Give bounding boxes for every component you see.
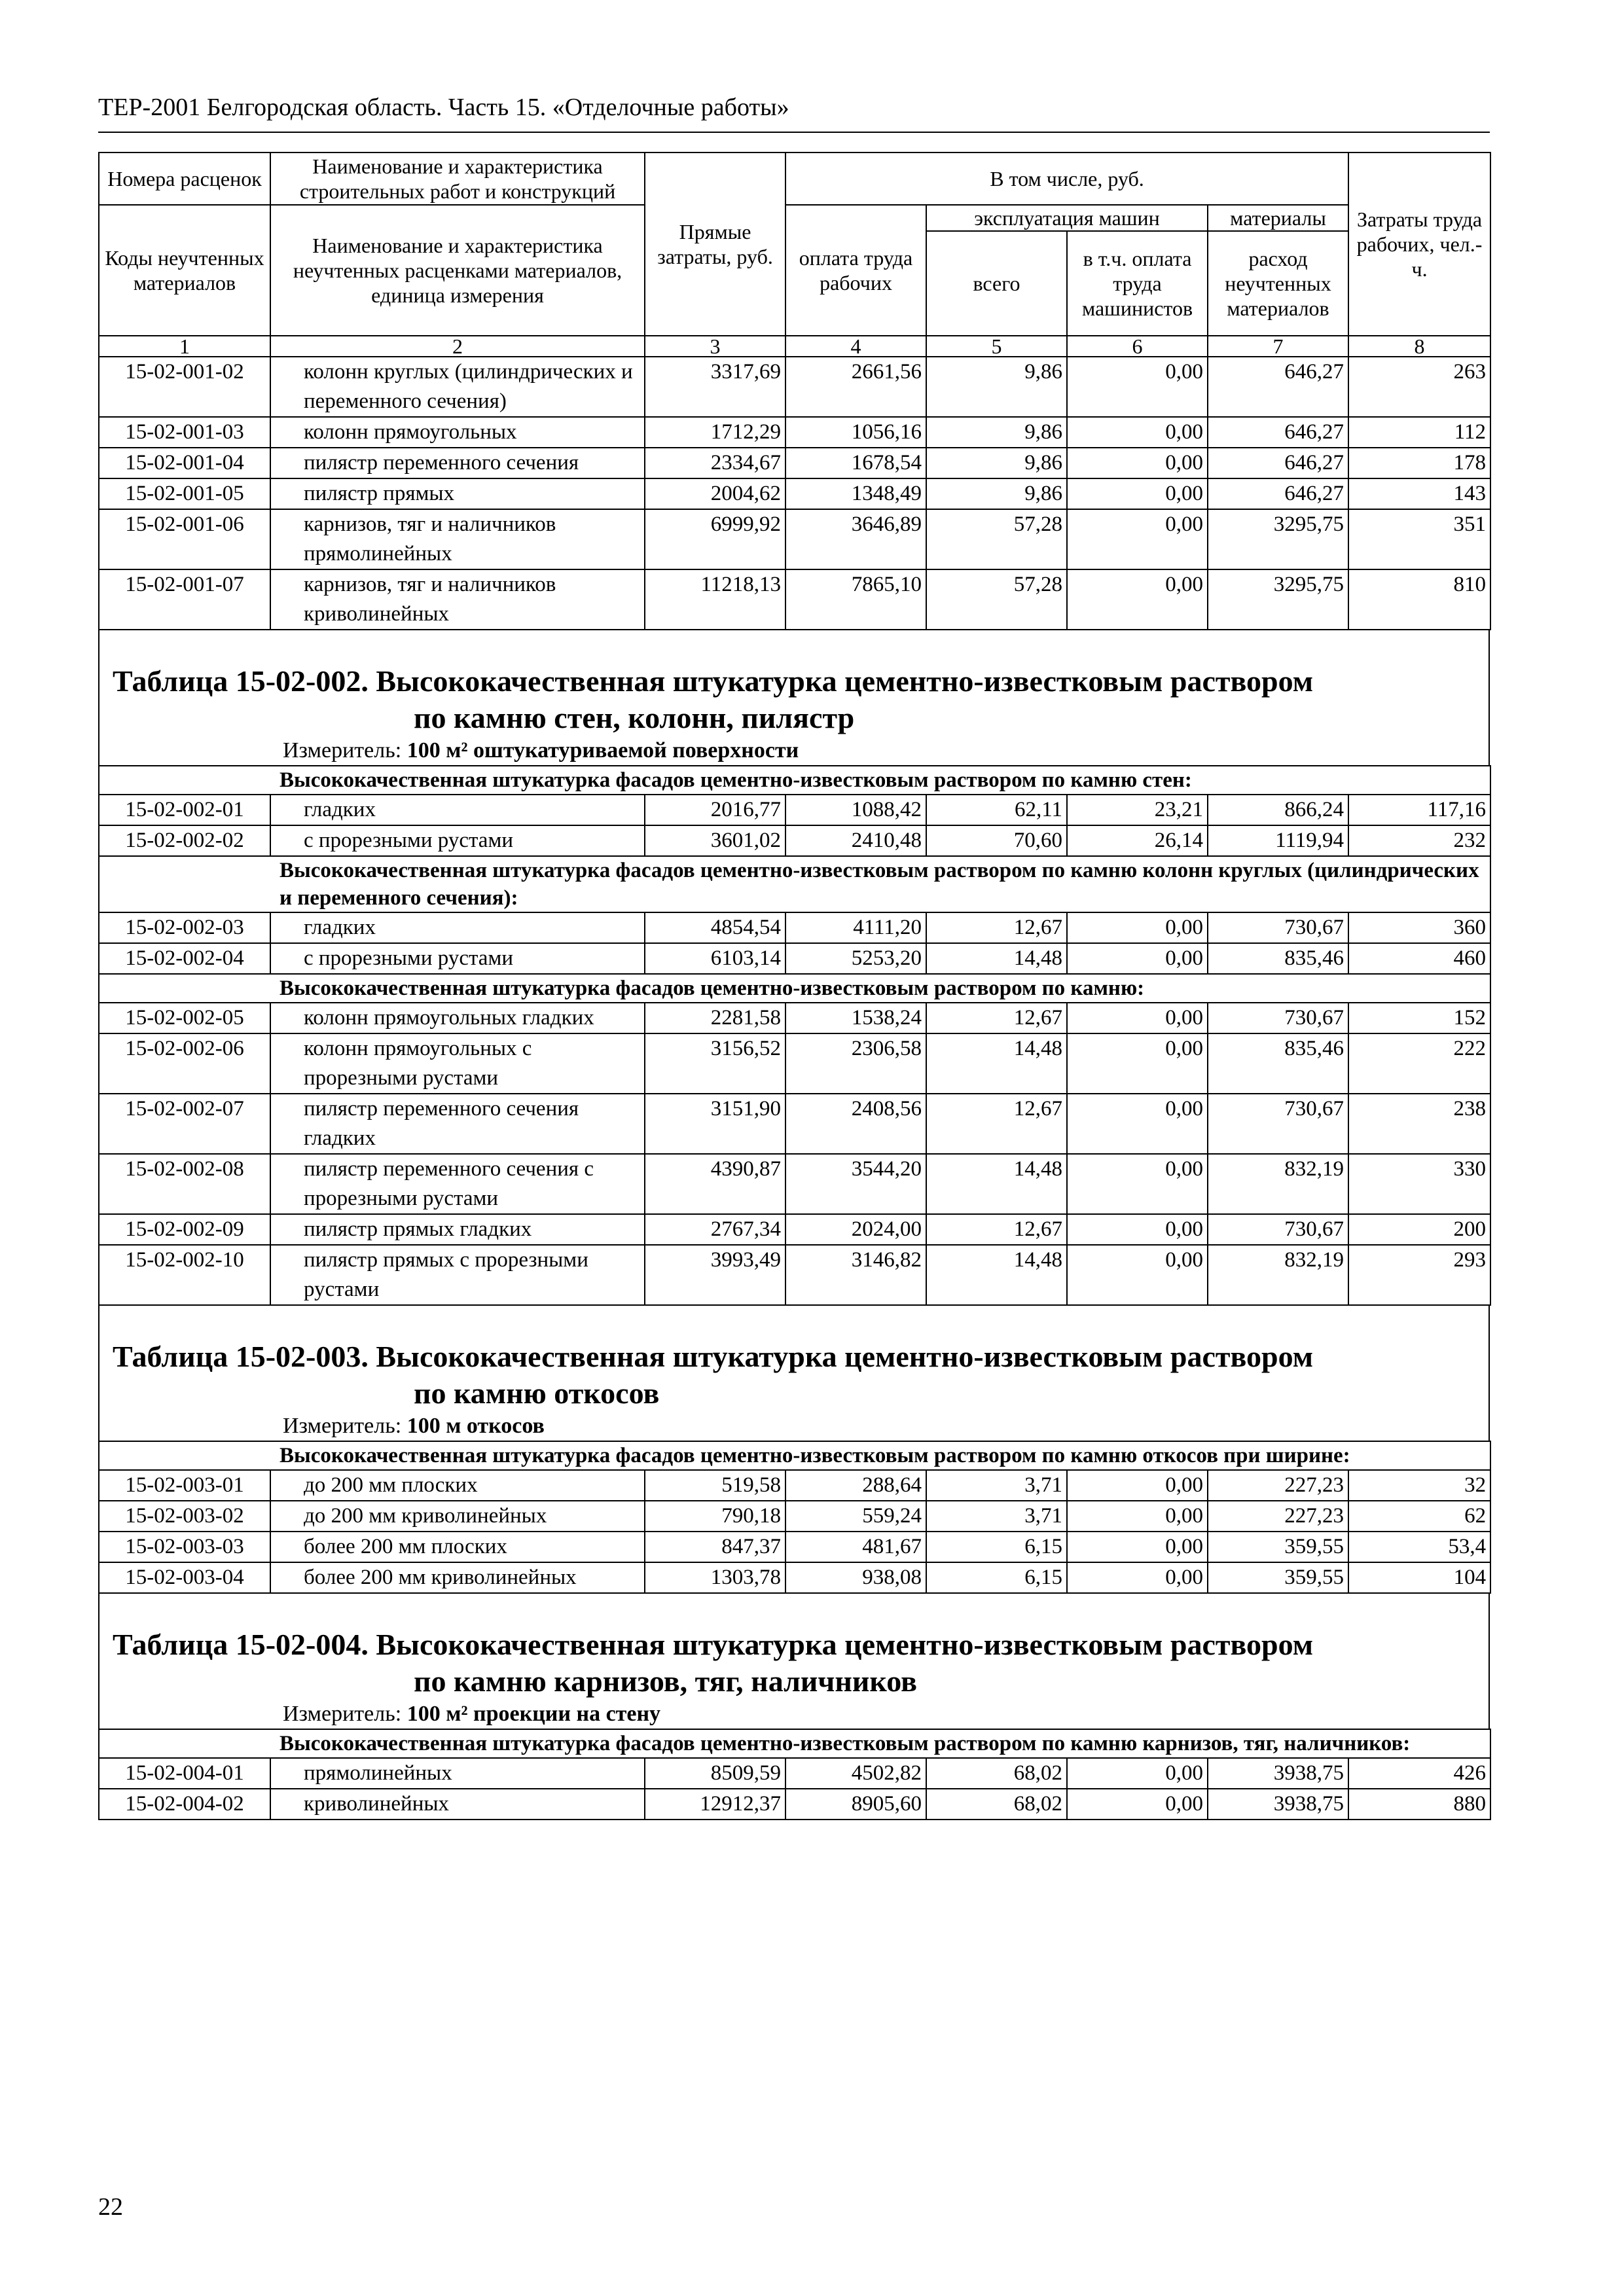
machinist-pay-cell: 0,00: [1067, 478, 1208, 509]
worker-pay-cell: 1088,42: [785, 795, 926, 825]
column-numbers-row: [99, 336, 1490, 357]
worker-pay-cell: 2661,56: [785, 357, 926, 417]
worker-pay-cell: 7865,10: [785, 569, 926, 630]
table-15-02-003: [98, 1441, 1491, 1594]
work-name-cell: пилястр переменного сечения: [270, 448, 645, 478]
table-row: [99, 825, 1490, 856]
machines-total-cell: 6,15: [926, 1562, 1067, 1593]
machines-total-cell: 70,60: [926, 825, 1067, 856]
worker-pay-cell: 8905,60: [785, 1789, 926, 1820]
machinist-pay-cell: 23,21: [1067, 795, 1208, 825]
direct-costs-cell: 1303,78: [645, 1562, 785, 1593]
labor-cell: 810: [1348, 569, 1490, 630]
materials-cell: 730,67: [1208, 1214, 1348, 1245]
head-machinist-pay: в т.ч. оплата труда машинистов: [1067, 231, 1208, 336]
column-number: 7: [1208, 336, 1348, 357]
machinist-pay-cell: 0,00: [1067, 943, 1208, 974]
worker-pay-cell: 2410,48: [785, 825, 926, 856]
rate-code-cell: 15-02-003-01: [99, 1470, 270, 1501]
rate-code-cell: 15-02-003-04: [99, 1562, 270, 1593]
machinist-pay-cell: 0,00: [1067, 569, 1208, 630]
table-title-line2: по камню откосов: [414, 1376, 660, 1410]
direct-costs-cell: 2004,62: [645, 478, 785, 509]
table-row: [99, 1154, 1490, 1214]
machinist-pay-cell: 26,14: [1067, 825, 1208, 856]
labor-cell: 360: [1348, 912, 1490, 943]
table-row: [99, 448, 1490, 478]
machines-total-cell: 12,67: [926, 1214, 1067, 1245]
labor-cell: 293: [1348, 1245, 1490, 1305]
table-row: [99, 1033, 1490, 1094]
rate-code-cell: 15-02-001-02: [99, 357, 270, 417]
machinist-pay-cell: 0,00: [1067, 1094, 1208, 1154]
materials-cell: 646,27: [1208, 448, 1348, 478]
work-name-cell: карнизов, тяг и наличников прямолинейных: [270, 509, 645, 569]
worker-pay-cell: 481,67: [785, 1532, 926, 1562]
materials-cell: 866,24: [1208, 795, 1348, 825]
worker-pay-cell: 288,64: [785, 1470, 926, 1501]
machinist-pay-cell: 0,00: [1067, 1033, 1208, 1094]
materials-cell: 3295,75: [1208, 509, 1348, 569]
materials-cell: 835,46: [1208, 1033, 1348, 1094]
machines-total-cell: 68,02: [926, 1789, 1067, 1820]
column-number: 6: [1067, 336, 1208, 357]
labor-cell: 460: [1348, 943, 1490, 974]
gap-block: [98, 1594, 1490, 1626]
rate-code-cell: 15-02-002-05: [99, 1003, 270, 1033]
work-name-cell: до 200 мм криволинейных: [270, 1501, 645, 1532]
measure-label: Измеритель:: [283, 1414, 402, 1438]
direct-costs-cell: 4854,54: [645, 912, 785, 943]
table-title-line1: Таблица 15-02-003. Высококачественная штукатурка цементно-известковым раствором: [113, 1340, 1314, 1373]
header-rule: [98, 132, 1490, 133]
direct-costs-cell: 519,58: [645, 1470, 785, 1501]
work-name-cell: с прорезными рустами: [270, 825, 645, 856]
labor-cell: 32: [1348, 1470, 1490, 1501]
table-title: [99, 1338, 1489, 1412]
direct-costs-cell: 790,18: [645, 1501, 785, 1532]
labor-cell: 880: [1348, 1789, 1490, 1820]
head-direct-costs: Прямые затраты, руб.: [645, 152, 785, 336]
table-row: [99, 1758, 1490, 1789]
worker-pay-cell: 2024,00: [785, 1214, 926, 1245]
column-number: 5: [926, 336, 1067, 357]
materials-cell: 3938,75: [1208, 1789, 1348, 1820]
measure: [99, 736, 1489, 765]
work-name-cell: гладких: [270, 912, 645, 943]
table-title-line1: Таблица 15-02-004. Высококачественная штукатурка цементно-известковым раствором: [113, 1628, 1314, 1661]
direct-costs-cell: 3156,52: [645, 1033, 785, 1094]
machinist-pay-cell: 0,00: [1067, 1154, 1208, 1214]
work-name-cell: более 200 мм криволинейных: [270, 1562, 645, 1593]
labor-cell: 117,16: [1348, 795, 1490, 825]
machines-total-cell: 62,11: [926, 795, 1067, 825]
rate-code-cell: 15-02-001-05: [99, 478, 270, 509]
table-15-02-001: [98, 152, 1491, 630]
machines-total-cell: 68,02: [926, 1758, 1067, 1789]
materials-cell: 730,67: [1208, 1094, 1348, 1154]
work-name-cell: колонн круглых (цилиндрических и переменного сечения): [270, 357, 645, 417]
table-row: [99, 1789, 1490, 1820]
work-name-cell: с прорезными рустами: [270, 943, 645, 974]
work-name-cell: криволинейных: [270, 1789, 645, 1820]
materials-cell: 227,23: [1208, 1470, 1348, 1501]
rate-code-cell: 15-02-001-04: [99, 448, 270, 478]
worker-pay-cell: 3146,82: [785, 1245, 926, 1305]
worker-pay-cell: 2408,56: [785, 1094, 926, 1154]
measure-value: 100 м² оштукатуриваемой поверхности: [406, 738, 799, 762]
direct-costs-cell: 2334,67: [645, 448, 785, 478]
rate-code-cell: 15-02-002-08: [99, 1154, 270, 1214]
labor-cell: 351: [1348, 509, 1490, 569]
direct-costs-cell: 3993,49: [645, 1245, 785, 1305]
work-name-cell: пилястр прямых: [270, 478, 645, 509]
table-row: [99, 943, 1490, 974]
direct-costs-cell: 4390,87: [645, 1154, 785, 1214]
worker-pay-cell: 5253,20: [785, 943, 926, 974]
machinist-pay-cell: 0,00: [1067, 509, 1208, 569]
machines-total-cell: 57,28: [926, 569, 1067, 630]
table-row: [99, 1214, 1490, 1245]
work-name-cell: прямолинейных: [270, 1758, 645, 1789]
worker-pay-cell: 559,24: [785, 1501, 926, 1532]
worker-pay-cell: 1678,54: [785, 448, 926, 478]
head-material-use: расход неучтенных материалов: [1208, 231, 1348, 336]
labor-cell: 222: [1348, 1033, 1490, 1094]
rate-code-cell: 15-02-002-06: [99, 1033, 270, 1094]
table-title-line2: по камню стен, колонн, пилястр: [414, 701, 855, 734]
machinist-pay-cell: 0,00: [1067, 417, 1208, 448]
work-name-cell: колонн прямоугольных с прорезными рустами: [270, 1033, 645, 1094]
direct-costs-cell: 12912,37: [645, 1789, 785, 1820]
measure: [99, 1700, 1489, 1729]
worker-pay-cell: 3646,89: [785, 509, 926, 569]
running-header: ТЕР-2001 Белгородская область. Часть 15. «Отделочные работы»: [98, 94, 789, 121]
machinist-pay-cell: 0,00: [1067, 1758, 1208, 1789]
machines-total-cell: 14,48: [926, 943, 1067, 974]
direct-costs-cell: 3151,90: [645, 1094, 785, 1154]
head-machines-total: всего: [926, 231, 1067, 336]
materials-cell: 227,23: [1208, 1501, 1348, 1532]
rate-code-cell: 15-02-001-03: [99, 417, 270, 448]
materials-cell: 3295,75: [1208, 569, 1348, 630]
rate-code-cell: 15-02-001-07: [99, 569, 270, 630]
machines-total-cell: 12,67: [926, 912, 1067, 943]
table-15-02-002: [98, 765, 1491, 1306]
work-name-cell: пилястр прямых гладких: [270, 1214, 645, 1245]
rate-code-cell: 15-02-001-06: [99, 509, 270, 569]
materials-cell: 359,55: [1208, 1562, 1348, 1593]
direct-costs-cell: 847,37: [645, 1532, 785, 1562]
labor-cell: 330: [1348, 1154, 1490, 1214]
materials-cell: 1119,94: [1208, 825, 1348, 856]
gap-block: [98, 1306, 1490, 1338]
labor-cell: 62: [1348, 1501, 1490, 1532]
head-including: В том числе, руб.: [785, 152, 1348, 205]
rate-code-cell: 15-02-002-02: [99, 825, 270, 856]
machines-total-cell: 6,15: [926, 1532, 1067, 1562]
machinist-pay-cell: 0,00: [1067, 1470, 1208, 1501]
machines-total-cell: 57,28: [926, 509, 1067, 569]
table-15-02-004: [98, 1729, 1491, 1820]
rate-code-cell: 15-02-002-03: [99, 912, 270, 943]
table-title: [99, 1626, 1489, 1700]
group-heading: Высококачественная штукатурка фасадов цементно-известковым раствором по камню колонн круглых (цилиндрических и переменного сечения):: [99, 856, 1490, 912]
direct-costs-cell: 2767,34: [645, 1214, 785, 1245]
work-name-cell: колонн прямоугольных: [270, 417, 645, 448]
rate-code-cell: 15-02-003-03: [99, 1532, 270, 1562]
work-name-cell: до 200 мм плоских: [270, 1470, 645, 1501]
worker-pay-cell: 4111,20: [785, 912, 926, 943]
head-material-name: Наименование и характеристика неучтенных расценками материалов, единица измерения: [270, 205, 645, 336]
machinist-pay-cell: 0,00: [1067, 1789, 1208, 1820]
machines-total-cell: 9,86: [926, 417, 1067, 448]
column-number: 4: [785, 336, 926, 357]
labor-cell: 112: [1348, 417, 1490, 448]
rates-document: [98, 152, 1490, 1820]
work-name-cell: более 200 мм плоских: [270, 1532, 645, 1562]
gap-block: [98, 630, 1490, 663]
rate-code-cell: 15-02-004-01: [99, 1758, 270, 1789]
rate-code-cell: 15-02-002-07: [99, 1094, 270, 1154]
labor-cell: 238: [1348, 1094, 1490, 1154]
column-number: 1: [99, 336, 270, 357]
machines-total-cell: 12,67: [926, 1094, 1067, 1154]
labor-cell: 178: [1348, 448, 1490, 478]
measure-label: Измеритель:: [283, 738, 402, 762]
rate-code-cell: 15-02-004-02: [99, 1789, 270, 1820]
labor-cell: 232: [1348, 825, 1490, 856]
direct-costs-cell: 6999,92: [645, 509, 785, 569]
table-15-02-003-title-block: [98, 1338, 1490, 1441]
materials-cell: 359,55: [1208, 1532, 1348, 1562]
column-number: 8: [1348, 336, 1490, 357]
measure: [99, 1412, 1489, 1441]
group-heading: Высококачественная штукатурка фасадов цементно-известковым раствором по камню карнизов, тяг, наличников:: [99, 1729, 1490, 1758]
page-number: 22: [98, 2193, 123, 2221]
direct-costs-cell: 3601,02: [645, 825, 785, 856]
measure-label: Измеритель:: [283, 1702, 402, 1726]
materials-cell: 835,46: [1208, 943, 1348, 974]
head-labor-costs: Затраты труда рабочих, чел.-ч.: [1348, 152, 1490, 336]
materials-cell: 646,27: [1208, 357, 1348, 417]
column-number: 3: [645, 336, 785, 357]
machinist-pay-cell: 0,00: [1067, 1501, 1208, 1532]
materials-cell: 730,67: [1208, 1003, 1348, 1033]
table-row: [99, 1562, 1490, 1593]
table-row: [99, 478, 1490, 509]
worker-pay-cell: 2306,58: [785, 1033, 926, 1094]
direct-costs-cell: 1712,29: [645, 417, 785, 448]
work-name-cell: пилястр переменного сечения гладких: [270, 1094, 645, 1154]
labor-cell: 53,4: [1348, 1532, 1490, 1562]
machinist-pay-cell: 0,00: [1067, 448, 1208, 478]
machines-total-cell: 14,48: [926, 1245, 1067, 1305]
table-title-line1: Таблица 15-02-002. Высококачественная штукатурка цементно-известковым раствором: [113, 664, 1314, 698]
group-heading: Высококачественная штукатурка фасадов цементно-известковым раствором по камню стен:: [99, 766, 1490, 795]
machinist-pay-cell: 0,00: [1067, 1003, 1208, 1033]
head-machines: эксплуатация машин: [926, 205, 1208, 231]
materials-cell: 832,19: [1208, 1245, 1348, 1305]
machines-total-cell: 9,86: [926, 478, 1067, 509]
work-name-cell: колонн прямоугольных гладких: [270, 1003, 645, 1033]
labor-cell: 143: [1348, 478, 1490, 509]
machines-total-cell: 9,86: [926, 448, 1067, 478]
rate-code-cell: 15-02-002-09: [99, 1214, 270, 1245]
machines-total-cell: 12,67: [926, 1003, 1067, 1033]
labor-cell: 152: [1348, 1003, 1490, 1033]
table-row: [99, 1245, 1490, 1305]
labor-cell: 104: [1348, 1562, 1490, 1593]
worker-pay-cell: 938,08: [785, 1562, 926, 1593]
worker-pay-cell: 1056,16: [785, 417, 926, 448]
machines-total-cell: 3,71: [926, 1470, 1067, 1501]
machinist-pay-cell: 0,00: [1067, 1245, 1208, 1305]
measure-value: 100 м² проекции на стену: [406, 1702, 661, 1726]
machines-total-cell: 14,48: [926, 1033, 1067, 1094]
machines-total-cell: 3,71: [926, 1501, 1067, 1532]
materials-cell: 832,19: [1208, 1154, 1348, 1214]
machinist-pay-cell: 0,00: [1067, 1532, 1208, 1562]
work-name-cell: карнизов, тяг и наличников криволинейных: [270, 569, 645, 630]
direct-costs-cell: 2281,58: [645, 1003, 785, 1033]
labor-cell: 263: [1348, 357, 1490, 417]
direct-costs-cell: 8509,59: [645, 1758, 785, 1789]
materials-cell: 730,67: [1208, 912, 1348, 943]
table-15-02-004-title-block: [98, 1626, 1490, 1729]
table-row: [99, 417, 1490, 448]
work-name-cell: пилястр прямых с прорезными рустами: [270, 1245, 645, 1305]
table-row: [99, 357, 1490, 417]
table-title: [99, 663, 1489, 736]
materials-cell: 646,27: [1208, 417, 1348, 448]
direct-costs-cell: 6103,14: [645, 943, 785, 974]
work-name-cell: гладких: [270, 795, 645, 825]
measure-value: 100 м откосов: [406, 1414, 545, 1438]
machinist-pay-cell: 0,00: [1067, 357, 1208, 417]
table-15-02-002-title-block: [98, 663, 1490, 765]
table-row: [99, 1501, 1490, 1532]
worker-pay-cell: 1538,24: [785, 1003, 926, 1033]
labor-cell: 426: [1348, 1758, 1490, 1789]
table-row: [99, 1470, 1490, 1501]
head-material-codes: Коды неучтенных материалов: [99, 205, 270, 336]
direct-costs-cell: 11218,13: [645, 569, 785, 630]
labor-cell: 200: [1348, 1214, 1490, 1245]
rate-code-cell: 15-02-002-04: [99, 943, 270, 974]
table-row: [99, 1094, 1490, 1154]
group-heading: Высококачественная штукатурка фасадов цементно-известковым раствором по камню:: [99, 974, 1490, 1003]
machinist-pay-cell: 0,00: [1067, 1562, 1208, 1593]
materials-cell: 3938,75: [1208, 1758, 1348, 1789]
table-row: [99, 1532, 1490, 1562]
head-worker-pay: оплата труда рабочих: [785, 205, 926, 336]
table-row: [99, 509, 1490, 569]
machines-total-cell: 14,48: [926, 1154, 1067, 1214]
worker-pay-cell: 4502,82: [785, 1758, 926, 1789]
machinist-pay-cell: 0,00: [1067, 912, 1208, 943]
table-row: [99, 795, 1490, 825]
machinist-pay-cell: 0,00: [1067, 1214, 1208, 1245]
head-work-name: Наименование и характеристика строительных работ и конструкций: [270, 152, 645, 205]
head-materials: материалы: [1208, 205, 1348, 231]
worker-pay-cell: 1348,49: [785, 478, 926, 509]
table-row: [99, 1003, 1490, 1033]
rate-code-cell: 15-02-002-01: [99, 795, 270, 825]
machines-total-cell: 9,86: [926, 357, 1067, 417]
head-rate-number: Номера расценок: [99, 152, 270, 205]
column-number: 2: [270, 336, 645, 357]
group-heading: Высококачественная штукатурка фасадов цементно-известковым раствором по камню откосов при ширине:: [99, 1441, 1490, 1470]
table-title-line2: по камню карнизов, тяг, наличников: [414, 1664, 917, 1698]
direct-costs-cell: 3317,69: [645, 357, 785, 417]
rate-code-cell: 15-02-003-02: [99, 1501, 270, 1532]
worker-pay-cell: 3544,20: [785, 1154, 926, 1214]
work-name-cell: пилястр переменного сечения с прорезными рустами: [270, 1154, 645, 1214]
table-row: [99, 569, 1490, 630]
direct-costs-cell: 2016,77: [645, 795, 785, 825]
rate-code-cell: 15-02-002-10: [99, 1245, 270, 1305]
table-row: [99, 912, 1490, 943]
materials-cell: 646,27: [1208, 478, 1348, 509]
